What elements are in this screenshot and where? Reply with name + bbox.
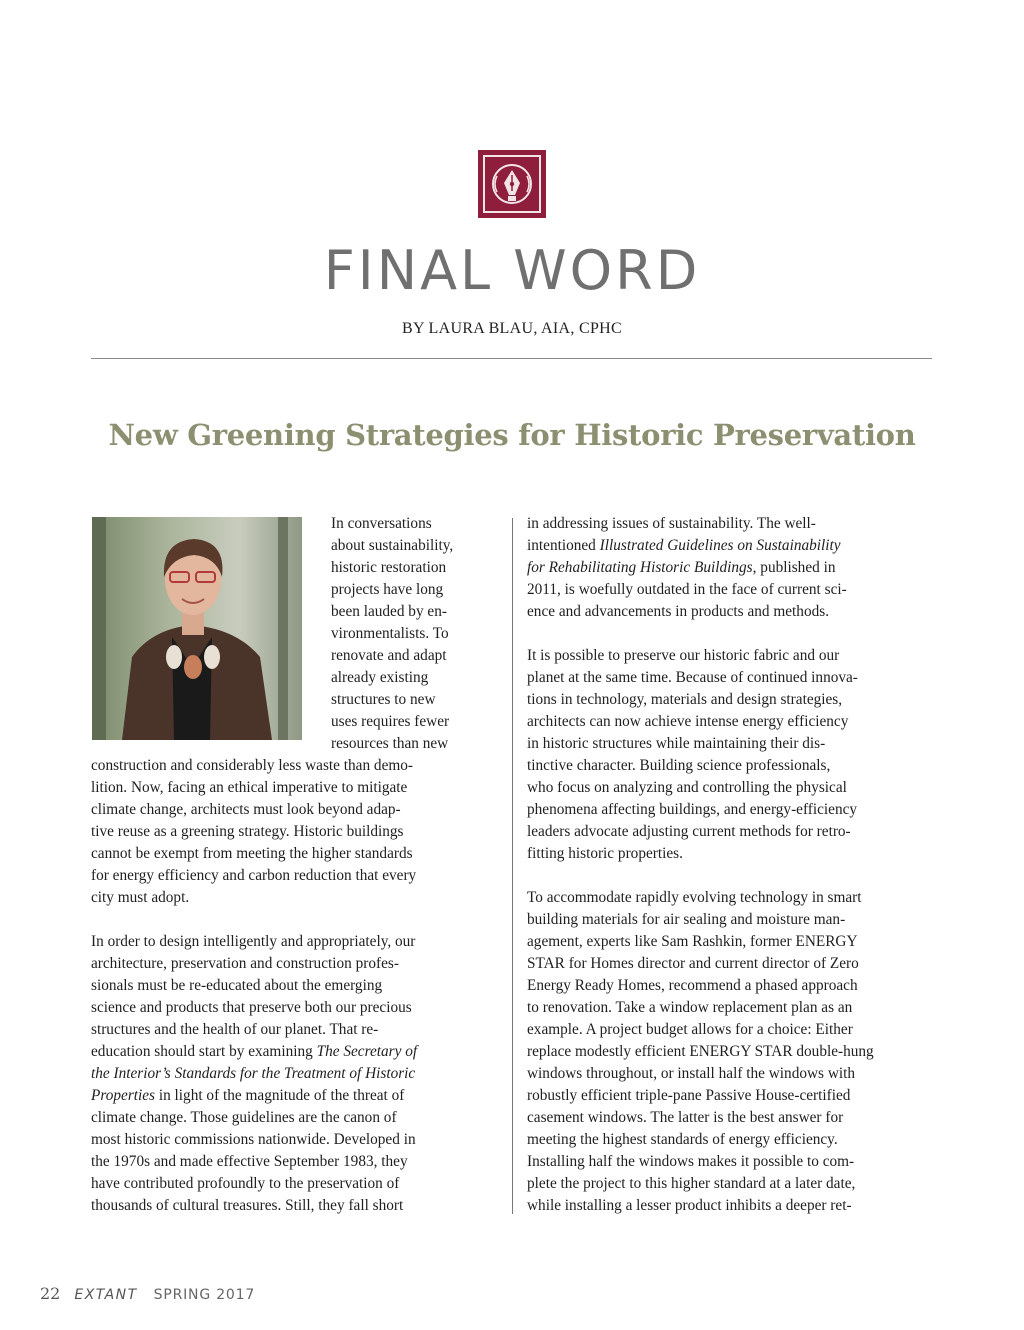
text-line: tions in technology, materials and design strategies, [527,691,843,708]
title-citation: the Interior’s Standards for the Treatment of Historic [91,1065,416,1082]
left-column [91,513,501,1217]
text-line: robustly efficient triple-pane Passive House-certified [527,1087,851,1104]
text-line: renovate and adapt [331,647,447,664]
article-headline: New Greening Strategies for Historic Preservation [108,418,916,452]
text-line: ence and advancements in products and methods. [527,603,830,620]
text-line: to renovation. Take a window replacement plan as an [527,999,853,1016]
text-line: meeting the highest standards of energy efficiency. [527,1131,838,1148]
title-citation: The Secretary of [316,1043,418,1060]
text-line: It is possible to preserve our historic fabric and our [527,647,840,664]
text-run: intentioned [527,537,600,554]
text-line: In conversations [331,515,432,532]
fountain-pen-nib-icon [483,155,541,213]
paragraph-reeducation [91,931,501,1217]
text-line: agement, experts like Sam Rashkin, former ENERGY [527,933,858,950]
text-line: planet at the same time. Because of continued innova- [527,669,858,686]
paragraph-guidelines [527,513,937,623]
text-line [527,557,937,579]
magazine-name: EXTANT [74,1287,138,1303]
header-divider [91,358,932,359]
text-line: cannot be exempt from meeting the higher standards [91,845,413,862]
text-line: building materials for air sealing and moisture man- [527,911,846,928]
text-line: historic restoration [331,559,447,576]
text-line: example. A project budget allows for a choice: Either [527,1021,853,1038]
text-line: vironmentalists. To [331,625,449,642]
text-line: for energy efficiency and carbon reduction that every [91,867,417,884]
text-line [527,535,937,557]
text-line: have contributed profoundly to the preservation of [91,1175,400,1192]
text-line: already existing [331,669,429,686]
text-line: been lauded by en- [331,603,447,620]
section-title: FINAL WORD [323,239,701,302]
text-line: replace modestly efficient ENERGY STAR double-hung [527,1043,874,1060]
text-line: climate change, architects must look beyond adap- [91,801,401,818]
text-line: tive reuse as a greening strategy. Historic buildings [91,823,404,840]
text-line: tinctive character. Building science professionals, [527,757,831,774]
text-line: architects can now achieve intense energy efficiency [527,713,849,730]
title-citation: for Rehabilitating Historic Buildings [527,559,753,576]
text-line: thousands of cultural treasures. Still, they fall short [91,1197,404,1214]
text-line: most historic commissions nationwide. Developed in [91,1131,416,1148]
page-number: 22 [40,1284,61,1303]
text-line: resources than new [331,735,449,752]
column-logo [478,150,546,218]
text-line: In order to design intelligently and appropriately, our [91,933,416,950]
column-divider [512,518,513,1214]
text-line: who focus on analyzing and controlling the physical [527,779,847,796]
text-line: the 1970s and made effective September 1983, they [91,1153,408,1170]
text-line: phenomena affecting buildings, and energy-efficiency [527,801,858,818]
text-run: , published in [752,559,836,576]
text-line [91,1085,501,1107]
title-citation: Illustrated Guidelines on Sustainability [599,537,841,554]
text-line: science and products that preserve both our precious [91,999,412,1016]
text-line: city must adopt. [91,889,190,906]
text-line: in historic structures while maintaining their dis- [527,735,826,752]
text-line: projects have long [331,581,444,598]
text-line: architecture, preservation and construction profes- [91,955,399,972]
byline: BY LAURA BLAU, AIA, CPHC [402,320,622,337]
pen-nib-graphic [489,161,535,207]
text-line: casement windows. The latter is the best answer for [527,1109,844,1126]
paragraph-intro [91,513,501,909]
text-line: plete the project to this higher standard at a later date, [527,1175,856,1192]
text-run: education should start by examining [91,1043,317,1060]
text-line: Installing half the windows makes it possible to com- [527,1153,855,1170]
text-line: while installing a lesser product inhibits a deeper ret- [527,1197,852,1214]
text-line: windows throughout, or install half the windows with [527,1065,856,1082]
text-line: structures to new [331,691,436,708]
paragraph-preserve [527,645,937,865]
text-line: lition. Now, facing an ethical imperative to mitigate [91,779,408,796]
text-line [91,1063,501,1085]
issue-date: SPRING 2017 [153,1287,256,1303]
text-line: To accommodate rapidly evolving technology in smart [527,889,862,906]
text-line: in addressing issues of sustainability. The well- [527,515,816,532]
text-line [91,1041,501,1063]
page-footer [40,1284,255,1303]
right-column [527,513,937,1217]
paragraph-phased-approach [527,887,937,1217]
text-line: climate change. Those guidelines are the canon of [91,1109,397,1126]
text-run: in light of the magnitude of the threat of [155,1087,405,1104]
title-citation: Properties [91,1087,156,1104]
text-line: construction and considerably less waste than demo- [91,757,413,774]
text-line: STAR for Homes director and current director of Zero [527,955,859,972]
text-line: structures and the health of our planet. That re- [91,1021,379,1038]
text-line: sionals must be re-educated about the emerging [91,977,383,994]
text-line: leaders advocate adjusting current methods for retro- [527,823,851,840]
text-line: about sustainability, [331,537,454,554]
text-line: 2011, is woefully outdated in the face of current sci- [527,581,847,598]
text-line: Energy Ready Homes, recommend a phased approach [527,977,858,994]
text-line: fitting historic properties. [527,845,683,862]
text-line: uses requires fewer [331,713,450,730]
